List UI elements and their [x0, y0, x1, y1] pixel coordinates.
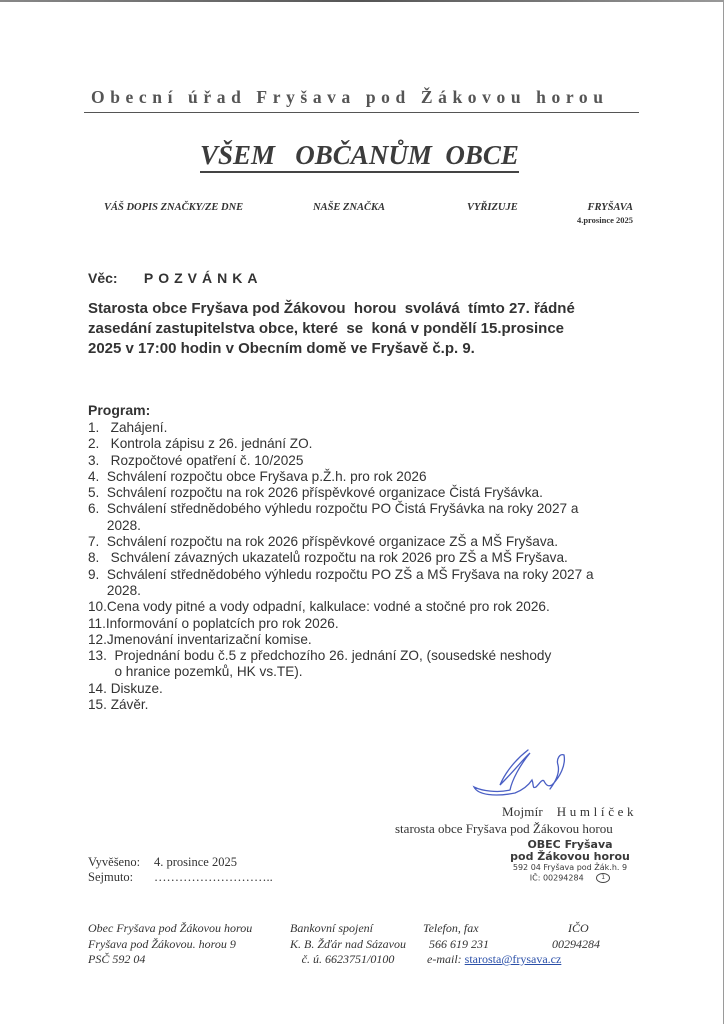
stamp-circle-icon: 1 [596, 873, 610, 883]
program-item [88, 632, 688, 648]
footer-phone [423, 921, 561, 968]
program-item [88, 453, 688, 469]
ref-place: FRYŠAVA [587, 202, 633, 213]
ref-your-letter: VÁŠ DOPIS ZNAČKY/ZE DNE [104, 202, 244, 213]
item-text: Závěr. [110, 697, 149, 713]
scan-top-edge [0, 0, 724, 2]
footer-ico [546, 921, 600, 952]
signer-name: Mojmír H u m l í č e k [502, 804, 634, 819]
item-text: Schválení rozpočtu obce Fryšava p.Ž.h. pro rok 2026 [106, 468, 427, 484]
ref-our-ref: NAŠE ZNAČKA [313, 202, 386, 213]
organization-header: Obecní úřad Fryšava pod Žákovou horou [91, 87, 609, 107]
program-list [88, 420, 688, 713]
program-item [88, 469, 688, 485]
item-number: 4. [88, 468, 107, 484]
item-number: 9. [88, 566, 107, 582]
footer-address-line: Fryšava pod Žákovou. horou 9 [88, 936, 236, 951]
item-number: 1. [88, 420, 111, 435]
footer-email-label: e-mail: [427, 952, 462, 966]
footer-address-line: Obec Fryšava pod Žákovou horou [88, 921, 253, 935]
stamp-line-3: 592 04 Fryšava pod Žák.h. 9 [512, 863, 628, 872]
footer-bank-line: K. B. Žďár nad Sázavou [290, 936, 406, 951]
page-title: VŠEM OBČANŮM OBCE [200, 140, 519, 173]
intro-line: Starosta obce Fryšava pod Žákovou horou svolává tímto 27. řádné [88, 300, 575, 317]
item-number: 10. [88, 599, 107, 615]
subject-line [88, 270, 262, 286]
item-text: Kontrola zápisu z 26. jednání ZO. [110, 436, 313, 452]
posting-info [88, 855, 273, 885]
item-text: Jmenování inventarizační komise. [106, 631, 312, 647]
item-text: Schválení rozpočtu na rok 2026 příspěvkové organizace ZŠ a MŠ Fryšava. [106, 534, 558, 550]
footer-address-line: PSČ 592 04 [88, 952, 146, 966]
item-number: 8. [88, 550, 111, 566]
footer-email-row [423, 952, 561, 968]
email-link[interactable]: starosta@frysava.cz [464, 952, 562, 966]
intro-line: 2025 v 17:00 hodin v Obecním domě ve Fryšavě č.p. 9. [88, 340, 475, 357]
item-number: 6. [88, 501, 107, 517]
footer-bank-line: Bankovní spojení [290, 921, 373, 935]
intro-paragraph [88, 299, 688, 359]
intro-line: zasedání zastupitelstva obce, které se koná v pondělí 15.prosince [88, 320, 565, 337]
item-text: Projednání bodu č.5 z předchozího 26. jednání ZO, (sousedské neshody o hranice pozemků, HK vs.TE). [114, 648, 552, 680]
item-number: 13. [88, 648, 115, 664]
footer-ico-label: IČO [568, 921, 589, 935]
ref-handled-by: VYŘIZUJE [467, 202, 518, 213]
official-stamp [490, 839, 650, 884]
item-number: 15. [88, 697, 111, 713]
item-text: Cena vody pitné a vody odpadní, kalkulace: vodné a stočné pro rok 2026. [106, 599, 550, 615]
program-item [88, 501, 688, 534]
item-number: 14. [88, 680, 111, 696]
program-item [88, 616, 688, 632]
footer-phone-value: 566 619 231 [429, 936, 489, 951]
stamp-line-1: OBEC Fryšava [527, 838, 613, 851]
posted-value: 4. prosince 2025 [154, 855, 237, 869]
signature-icon [470, 745, 580, 805]
removed-label: Sejmuto: [88, 870, 134, 884]
signer-role: starosta obce Fryšava pod Žákovou horou [395, 821, 613, 836]
program-item [88, 697, 688, 713]
posted-row [88, 855, 273, 870]
footer-bank [290, 921, 406, 968]
item-text: Schválení střednědobého výhledu rozpočtu PO Čistá Fryšávka na roky 2027 a 2028. [106, 501, 579, 533]
item-number: 2. [88, 436, 111, 452]
footer-phone-label: Telefon, fax [423, 921, 479, 935]
removed-value: ……………………….. [154, 870, 273, 884]
item-number: 3. [88, 452, 111, 468]
stamp-line-4 [490, 873, 650, 884]
item-number: 5. [88, 485, 107, 501]
subject-label: Věc: [88, 270, 118, 286]
program-item [88, 550, 688, 566]
posted-label: Vyvěšeno: [88, 855, 141, 869]
item-text: Schválení rozpočtu na rok 2026 příspěvkové organizace Čistá Fryšávka. [106, 485, 543, 501]
stamp-line-2: pod Žákovou horou [510, 850, 630, 863]
program-title: Program: [88, 402, 151, 418]
item-number: 11. [88, 615, 106, 631]
footer-address [88, 921, 252, 968]
footer-bank-line: č. ú. 6623751/0100 [301, 952, 395, 966]
header-rule [84, 112, 639, 113]
program-item [88, 681, 688, 697]
footer-ico-value: 00294284 [552, 936, 600, 951]
item-text: Informování o poplatcích pro rok 2026. [105, 615, 339, 631]
program-item [88, 648, 688, 681]
item-text: Diskuze. [110, 680, 163, 696]
program-item [88, 420, 688, 436]
program-item [88, 567, 688, 600]
item-text: Schválení střednědobého výhledu rozpočtu PO ZŠ a MŠ Fryšava na roky 2027 a 2028. [106, 566, 594, 598]
program-item [88, 534, 688, 550]
item-number: 7. [88, 534, 107, 550]
removed-row [88, 870, 273, 885]
item-text: Zahájení. [110, 420, 168, 435]
program-item [88, 485, 688, 501]
stamp-ic: IČ: 00294284 [529, 873, 584, 883]
item-text: Rozpočtové opatření č. 10/2025 [110, 452, 304, 468]
program-item [88, 436, 688, 452]
ref-date: 4.prosince 2025 [576, 215, 633, 225]
item-number: 12. [88, 631, 107, 647]
item-text: Schválení závazných ukazatelů rozpočtu na rok 2026 pro ZŠ a MŠ Fryšava. [110, 550, 568, 566]
program-item [88, 599, 688, 615]
subject-value: POZVÁNKA [143, 270, 263, 286]
